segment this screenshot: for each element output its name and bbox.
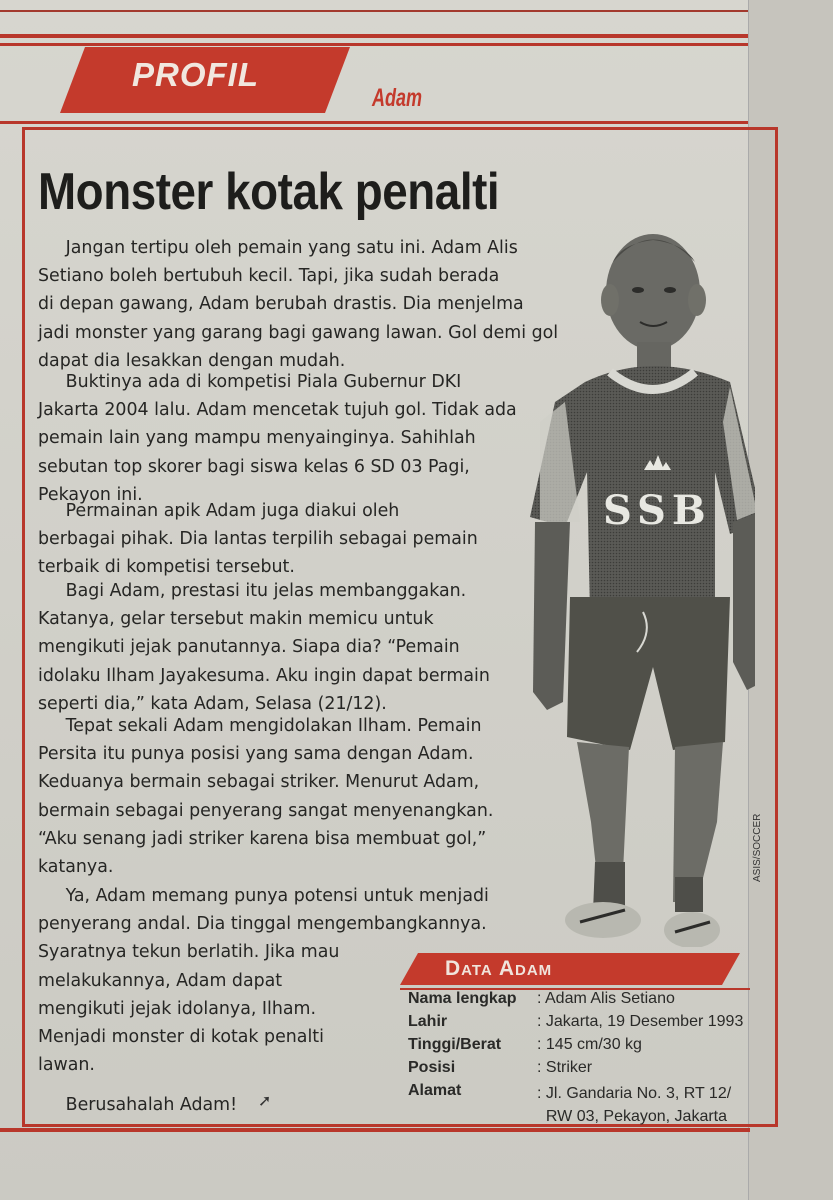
article-paragraph: Tepat sekali Adam mengidolakan Ilham. Pemain Persita itu punya posisi yang sama dengan Adam. Keduanya bermain sebagai striker. Menurut Adam, bermain sebagai penyerang sangat menyenangkan. “Aku senang jadi striker karena bisa membuat gol,” katanya. (38, 716, 494, 878)
data-value: : Jakarta, 19 Desember 1993 (537, 1013, 744, 1030)
column-name: Adam (372, 84, 423, 112)
article-closing: Berusahalah Adam! (38, 1095, 238, 1115)
article-paragraph: Bagi Adam, prestasi itu jelas membanggakan. Katanya, gelar tersebut makin memicu untuk mengikuti jejak panutannya. Siapa dia? “Pemain idolaku Ilham Jayakesuma. Aku ingin dapat bermain seperti dia,” kata Adam, Selasa (21/12). (38, 581, 490, 714)
data-value: : Jl. Gandaria No. 3, RT 12/ RW 03, Pekayon, Jakarta (537, 1085, 732, 1125)
data-label: Nama lengkap (408, 990, 517, 1007)
section-label: PROFIL (132, 56, 259, 93)
player-photo (525, 222, 755, 947)
footer-stripe (0, 1128, 750, 1132)
data-label: Tinggi/Berat (408, 1036, 502, 1053)
photo-credit: ASIS/SOCCER (752, 813, 763, 882)
header-stripe (0, 43, 748, 46)
svg-text:SSB: SSB (603, 487, 712, 534)
data-label: Posisi (408, 1059, 456, 1076)
article-headline: Monster kotak penalti (38, 163, 500, 221)
article-paragraph: Ya, Adam memang punya potensi untuk menjadi penyerang andal. Dia tinggal mengembangkannya. Syaratnya tekun berlatih. Jika mau melakukannya, Adam dapat mengikuti jejak idolanya, Ilham. Menjadi monster di kotak penalti lawan. (38, 886, 489, 1076)
header-stripe (0, 121, 748, 124)
data-box-title: Data Adam (445, 957, 553, 980)
end-mark-icon: ➚ (258, 1091, 272, 1110)
data-value: : 145 cm/30 kg (537, 1036, 642, 1053)
header-stripe (0, 34, 748, 38)
data-value: : Adam Alis Setiano (537, 990, 675, 1007)
article-paragraph: Buktinya ada di kompetisi Piala Gubernur DKI Jakarta 2004 lalu. Adam mencetak tujuh gol. Tidak ada pemain lain yang mampu menyainginya. Sahihlah sebutan top skorer bagi siswa kelas 6 SD 03 Pagi, Pekayon ini. (38, 372, 517, 505)
article-paragraph: Jangan tertipu oleh pemain yang satu ini. Adam Alis Setiano boleh bertubuh kecil. Tapi, jika sudah berada di depan gawang, Adam berubah drastis. Dia menjelma jadi monster yang garang bagi gawang lawan. Gol demi gol dapat dia lesakkan dengan mudah. (38, 238, 559, 371)
data-value: : Striker (537, 1059, 593, 1076)
data-label: Alamat (408, 1082, 462, 1099)
data-label: Lahir (408, 1013, 448, 1030)
top-rule (0, 0, 748, 12)
article-paragraph: Permainan apik Adam juga diakui oleh berbagai pihak. Dia lantas terpilih sebagai pemain terbaik di kompetisi tersebut. (38, 501, 478, 578)
